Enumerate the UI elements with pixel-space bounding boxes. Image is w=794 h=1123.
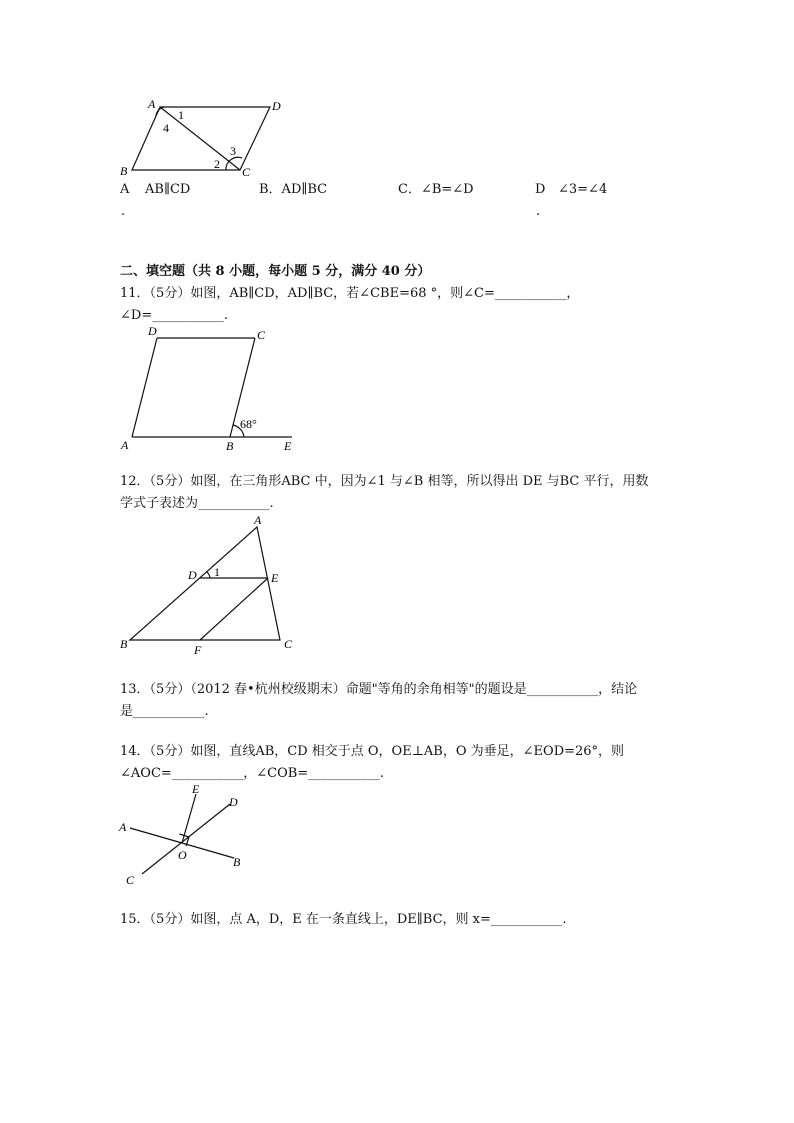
angle-label-1: 1 <box>214 565 220 579</box>
angle-arc-1 <box>207 572 210 578</box>
label-b: B <box>120 637 128 651</box>
label-b: B <box>226 439 234 453</box>
label-a: A <box>254 513 262 527</box>
q14-figure <box>112 782 262 890</box>
segment-ef <box>200 578 268 640</box>
angle-label-3: 3 <box>230 144 236 158</box>
q11-text-line2: ∠D=___________. <box>120 308 228 323</box>
label-a: A <box>119 820 127 834</box>
q13-text-line1: 13．（5分）（2012 春•杭州校级期末）命题"等角的余角相等"的题设是___________，结论 <box>120 682 638 697</box>
label-d: D <box>148 324 157 338</box>
q13-text-line2: 是___________. <box>120 704 209 719</box>
q10-option-d: ∠3=∠4 <box>558 182 608 197</box>
triangle-abc <box>130 527 280 640</box>
label-e: E <box>284 439 292 453</box>
label-c: C <box>284 637 293 651</box>
label-e: E <box>271 571 279 585</box>
q10-option-b: B．AD∥BC <box>259 182 328 197</box>
angle-label-2: 2 <box>214 157 220 171</box>
label-d: D <box>188 568 197 582</box>
angle-label-4: 4 <box>163 121 169 135</box>
q10-option-a: AB∥CD <box>145 182 191 197</box>
section-heading: 二、填空题（共 8 小题，每小题 5 分，满分 40 分） <box>120 264 431 279</box>
q10-figure <box>112 96 292 182</box>
angle-label-1: 1 <box>178 108 184 122</box>
label-o: O <box>178 848 187 862</box>
label-b: B <box>233 855 241 869</box>
label-c: C <box>257 328 266 342</box>
label-f: F <box>194 643 202 657</box>
q11-text-line1: 11．（5分）如图，AB∥CD，AD∥BC，若∠CBE=68 °，则∠C=___________， <box>120 286 580 301</box>
q10-option-a-dot: . <box>121 204 126 219</box>
q11-figure <box>112 322 302 454</box>
q10-option-a-letter: A <box>120 182 130 197</box>
q10-option-d-letter: D <box>535 182 546 197</box>
parallelogram-abcd <box>132 107 270 170</box>
q12-text-line2: 学式子表述为___________. <box>120 496 274 511</box>
side-ad <box>132 338 157 437</box>
label-c: C <box>242 165 251 179</box>
q14-text-line1: 14．（5分）如图，直线AB，CD 相交于点 O，OE⊥AB，O 为垂足，∠EOD=26°，则 <box>120 744 625 759</box>
q12-figure <box>112 512 312 658</box>
q10-option-d-dot: . <box>536 204 541 219</box>
label-d: D <box>229 795 238 809</box>
diagonal-ac <box>160 107 240 170</box>
label-d: D <box>272 99 281 113</box>
label-a: A <box>148 97 156 111</box>
line-cd <box>142 804 230 874</box>
angle-arc-c <box>226 157 242 170</box>
label-e: E <box>192 782 200 796</box>
q14-text-line2: ∠AOC=___________，∠COB=___________. <box>120 766 384 781</box>
label-a: A <box>121 438 129 452</box>
q12-text-line1: 12．（5分）如图，在三角形ABC 中，因为∠1 与∠B 相等，所以得出 DE 与BC 平行，用数 <box>120 474 649 489</box>
q15-text-line1: 15．（5分）如图，点 A，D，E 在一条直线上，DE∥BC，则 x=___________. <box>120 912 567 927</box>
label-b: B <box>120 164 128 178</box>
angle-label-68: 68° <box>240 417 257 431</box>
q10-option-c: C．∠B=∠D <box>398 182 474 197</box>
label-c: C <box>126 873 135 887</box>
